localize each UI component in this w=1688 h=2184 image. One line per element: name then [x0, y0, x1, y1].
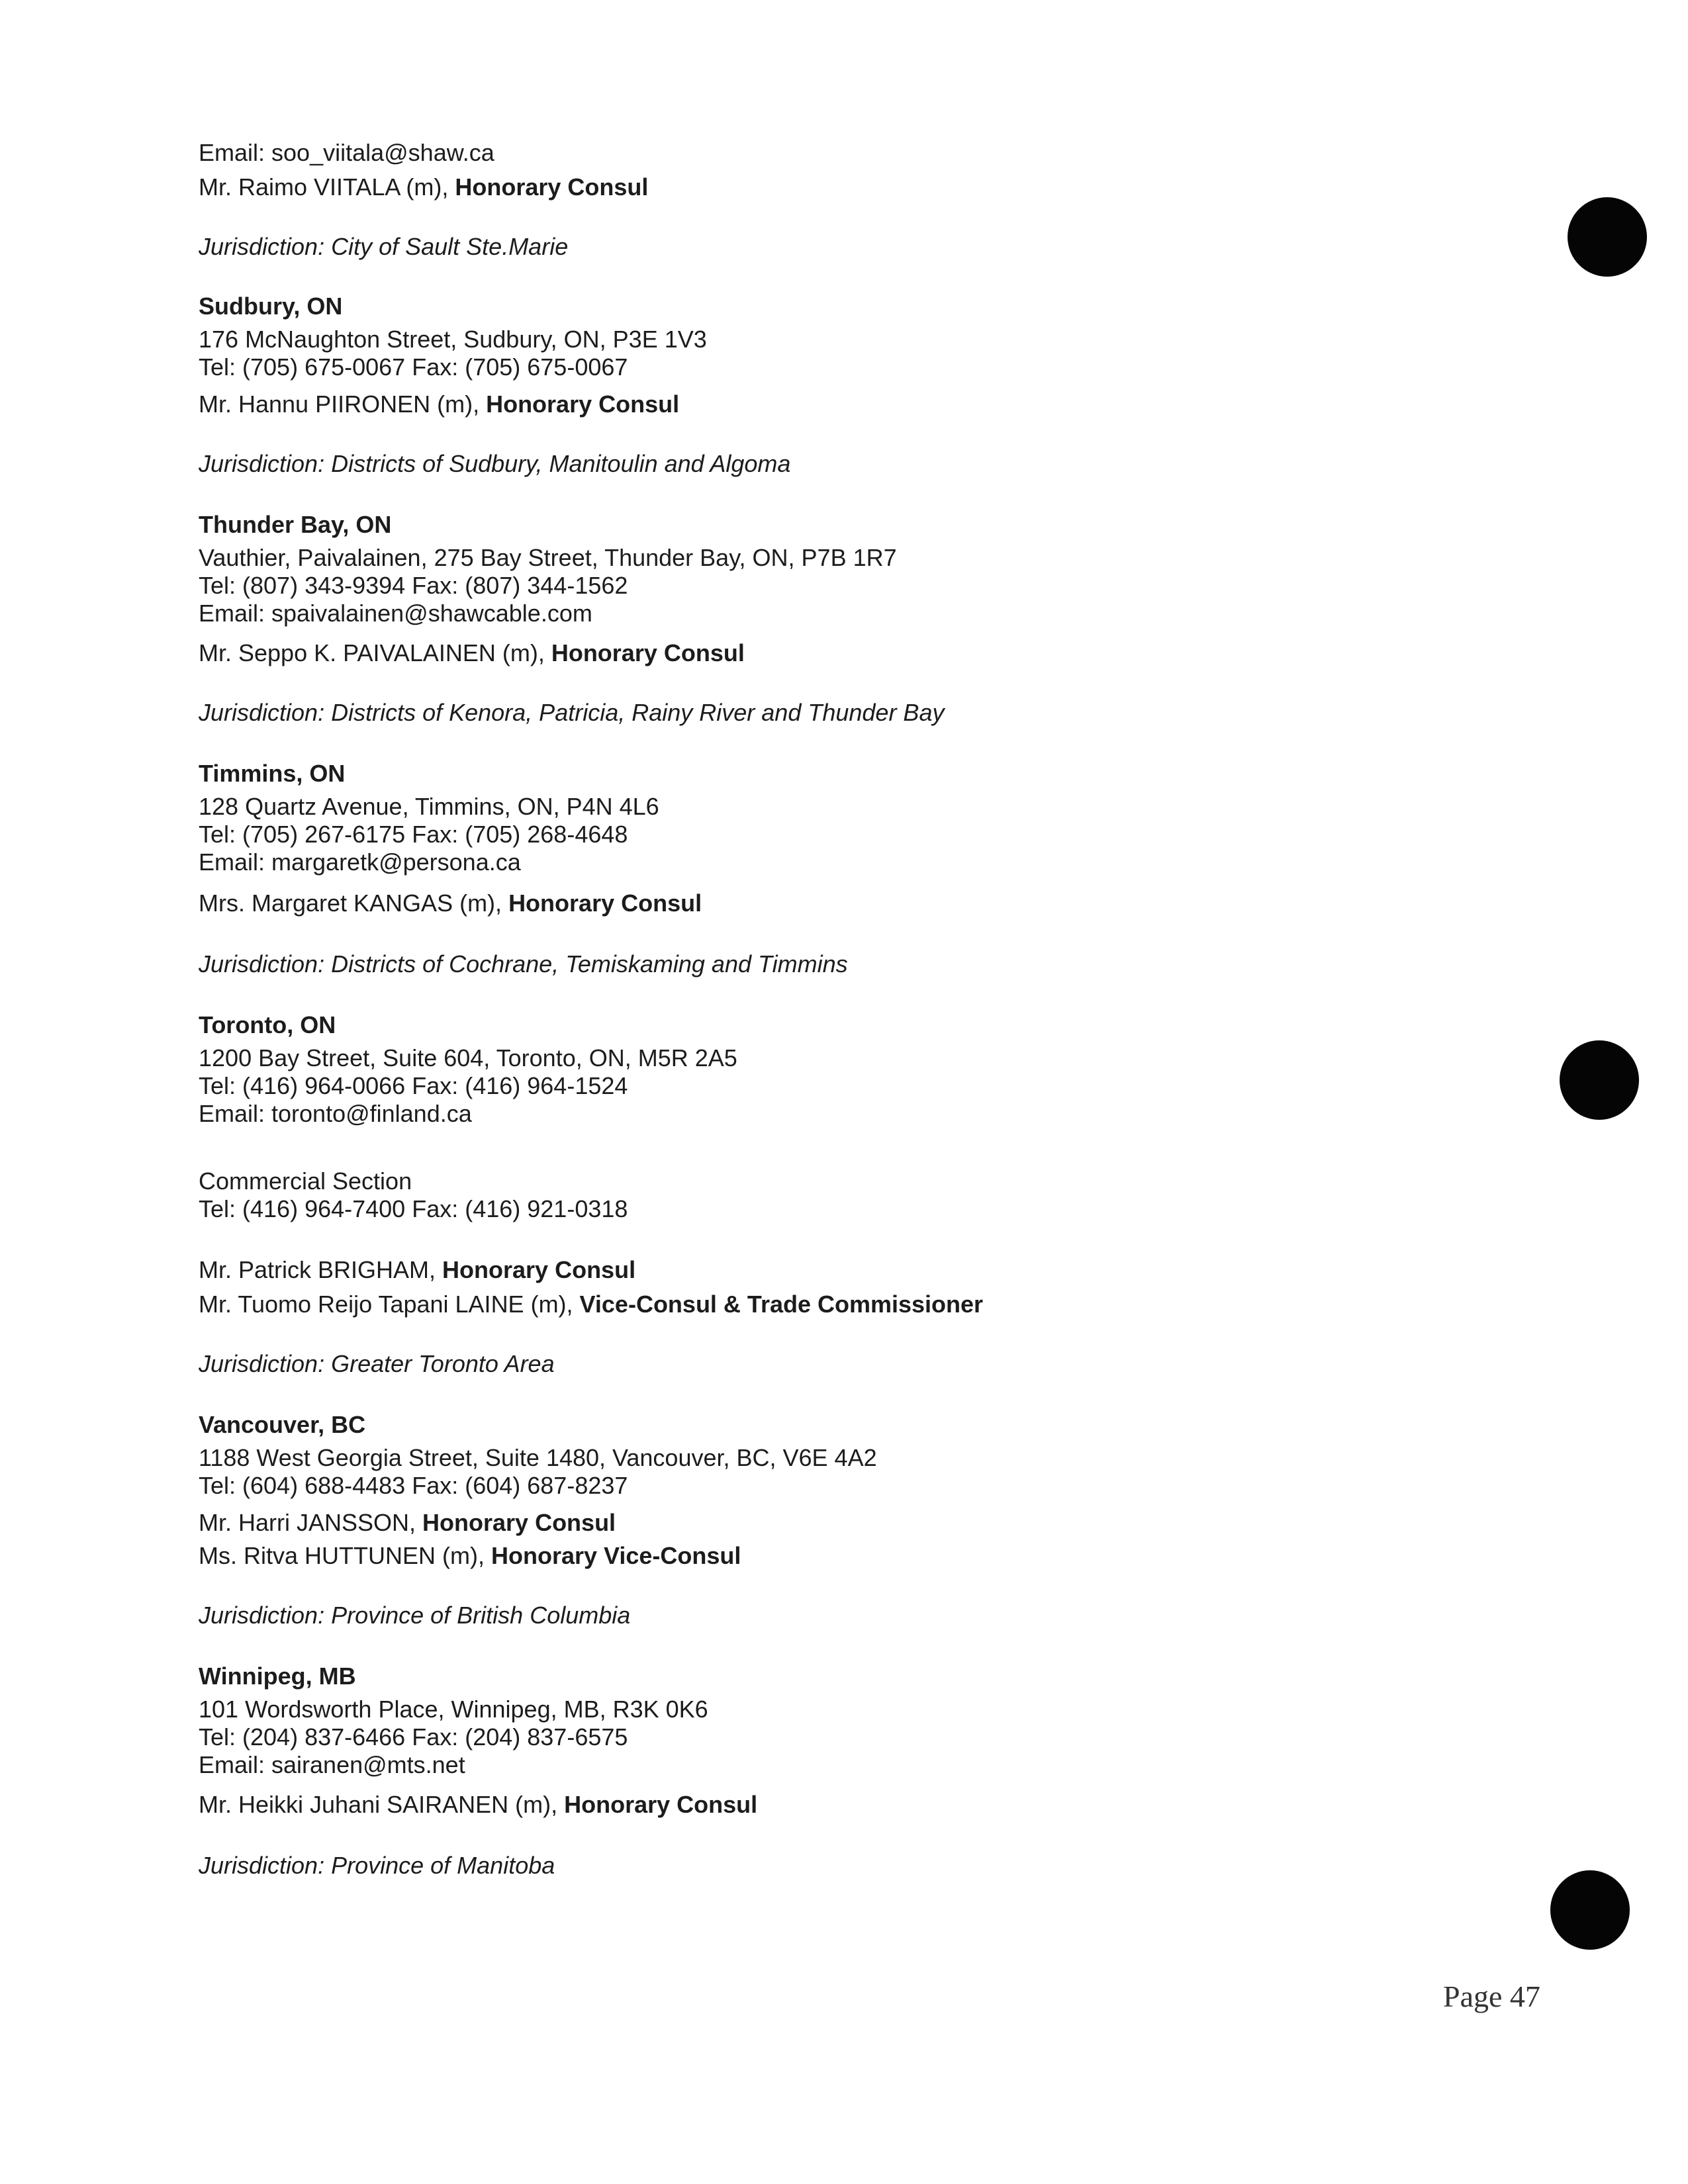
tel-fax-line: Tel: (204) 837-6466 Fax: (204) 837-6575 — [199, 1723, 628, 1751]
person-title: Honorary Consul — [508, 889, 702, 917]
person-title: Honorary Vice-Consul — [491, 1542, 741, 1569]
email-line: Email: toronto@finland.ca — [199, 1100, 472, 1127]
jurisdiction-text: Districts of Sudbury, Manitoulin and Algoma — [331, 450, 791, 477]
consul-line — [199, 639, 745, 667]
person-name: Mr. Raimo VIITALA (m), — [199, 173, 455, 201]
consul-line — [199, 889, 702, 917]
punch-hole — [1568, 197, 1647, 277]
consul-line — [199, 1542, 741, 1570]
email-line: Email: margaretk@persona.ca — [199, 848, 521, 876]
address-line: Vauthier, Paivalainen, 275 Bay Street, Thunder Bay, ON, P7B 1R7 — [199, 544, 897, 571]
jurisdiction-text: Districts of Cochrane, Temiskaming and Timmins — [331, 950, 848, 978]
jurisdiction-line — [199, 1602, 630, 1629]
page-number: Page 47 — [1443, 1979, 1540, 2013]
person-name: Mr. Seppo K. PAIVALAINEN (m), — [199, 639, 551, 666]
jurisdiction-label: Jurisdiction: — [199, 950, 332, 978]
jurisdiction-text: Province of Manitoba — [331, 1852, 555, 1879]
tel-fax-line: Tel: (705) 675-0067 Fax: (705) 675-0067 — [199, 353, 628, 381]
person-name: Mr. Patrick BRIGHAM, — [199, 1256, 443, 1283]
person-title: Honorary Consul — [564, 1791, 758, 1818]
tel-fax-line: Tel: (604) 688-4483 Fax: (604) 687-8237 — [199, 1472, 628, 1499]
address-line: 1200 Bay Street, Suite 604, Toronto, ON, M5R 2A5 — [199, 1044, 737, 1071]
city-heading-winnipeg: Winnipeg, MB — [199, 1662, 356, 1690]
jurisdiction-text: Province of British Columbia — [331, 1602, 631, 1629]
email-line: Email: spaivalainen@shawcable.com — [199, 600, 592, 627]
address-line: 128 Quartz Avenue, Timmins, ON, P4N 4L6 — [199, 793, 659, 820]
jurisdiction-text: Districts of Kenora, Patricia, Rainy River and Thunder Bay — [331, 699, 945, 726]
person-title: Honorary Consul — [422, 1509, 616, 1536]
tel-fax-line: Tel: (416) 964-7400 Fax: (416) 921-0318 — [199, 1195, 628, 1222]
address-line: 1188 West Georgia Street, Suite 1480, Vancouver, BC, V6E 4A2 — [199, 1444, 877, 1471]
jurisdiction-line — [199, 1350, 555, 1378]
person-name: Mrs. Margaret KANGAS (m), — [199, 889, 509, 917]
jurisdiction-label: Jurisdiction: — [199, 1852, 332, 1879]
city-heading-toronto: Toronto, ON — [199, 1011, 336, 1038]
jurisdiction-label: Jurisdiction: — [199, 699, 332, 726]
jurisdiction-text: City of Sault Ste.Marie — [331, 233, 569, 260]
consul-line — [199, 1791, 757, 1819]
person-name: Mr. Heikki Juhani SAIRANEN (m), — [199, 1791, 565, 1818]
jurisdiction-label: Jurisdiction: — [199, 450, 332, 477]
person-title: Honorary Consul — [486, 390, 680, 418]
address-line: 101 Wordsworth Place, Winnipeg, MB, R3K 0K6 — [199, 1696, 708, 1723]
jurisdiction-label: Jurisdiction: — [199, 1602, 332, 1629]
person-name: Mr. Hannu PIIRONEN (m), — [199, 390, 487, 418]
jurisdiction-line — [199, 699, 944, 727]
city-heading-vancouver: Vancouver, BC — [199, 1411, 366, 1438]
person-title: Honorary Consul — [442, 1256, 636, 1283]
consul-line — [199, 173, 648, 201]
jurisdiction-label: Jurisdiction: — [199, 1350, 332, 1377]
tel-fax-line: Tel: (807) 343-9394 Fax: (807) 344-1562 — [199, 572, 628, 599]
jurisdiction-line — [199, 1852, 555, 1880]
consul-line — [199, 1509, 616, 1537]
person-name: Mr. Tuomo Reijo Tapani LAINE (m), — [199, 1291, 580, 1318]
city-heading-thunder-bay: Thunder Bay, ON — [199, 511, 392, 538]
address-line: 176 McNaughton Street, Sudbury, ON, P3E 1V3 — [199, 326, 707, 353]
jurisdiction-line — [199, 233, 568, 261]
city-heading-sudbury: Sudbury, ON — [199, 293, 343, 320]
punch-hole — [1560, 1040, 1639, 1120]
jurisdiction-text: Greater Toronto Area — [331, 1350, 555, 1377]
consul-line — [199, 1256, 635, 1284]
commercial-section-label: Commercial Section — [199, 1167, 412, 1195]
jurisdiction-label: Jurisdiction: — [199, 233, 332, 260]
person-title: Vice-Consul & Trade Commissioner — [579, 1291, 984, 1318]
person-title: Honorary Consul — [455, 173, 649, 201]
person-title: Honorary Consul — [551, 639, 745, 666]
jurisdiction-line — [199, 950, 848, 978]
email-line: Email: sairanen@mts.net — [199, 1751, 465, 1778]
consul-line — [199, 1291, 983, 1318]
person-name: Ms. Ritva HUTTUNEN (m), — [199, 1542, 491, 1569]
jurisdiction-line — [199, 450, 790, 478]
tel-fax-line: Tel: (705) 267-6175 Fax: (705) 268-4648 — [199, 821, 628, 848]
person-name: Mr. Harri JANSSON, — [199, 1509, 423, 1536]
consul-line — [199, 390, 679, 418]
city-heading-timmins: Timmins, ON — [199, 760, 346, 787]
punch-hole — [1550, 1870, 1630, 1950]
email-line: Email: soo_viitala@shaw.ca — [199, 139, 494, 166]
tel-fax-line: Tel: (416) 964-0066 Fax: (416) 964-1524 — [199, 1072, 628, 1099]
